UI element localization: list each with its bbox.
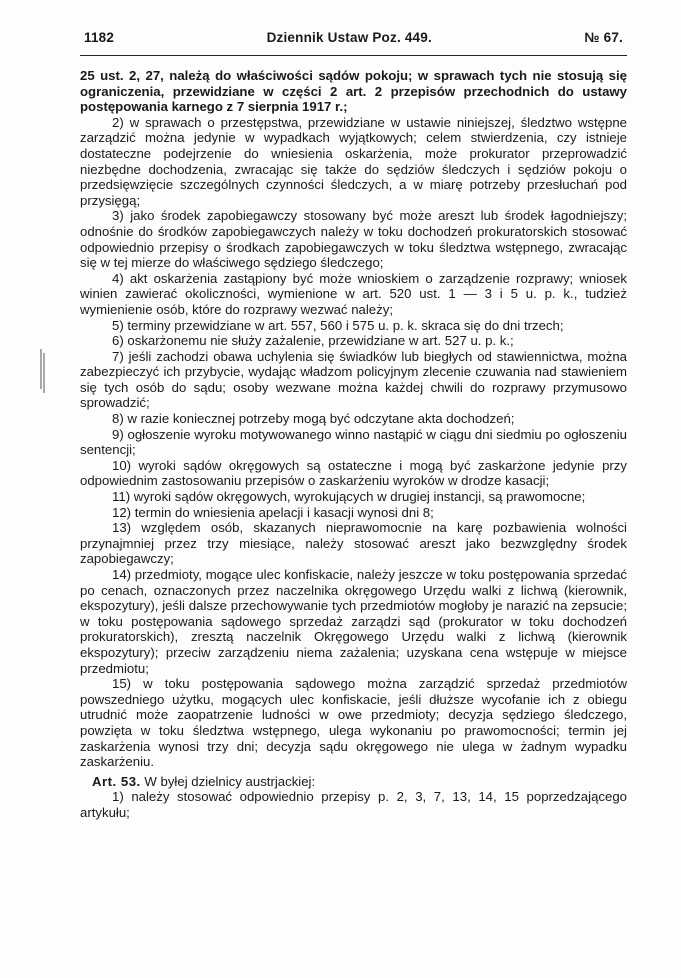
list-item-13: 13) względem osób, skazanych nieprawomocnie na karę pozbawienia wolności przynajmniej przez trzy miesiące, należy stosować areszt jako bezwzględny środek zapobiegawczy;	[80, 520, 627, 567]
list-item-4: 4) akt oskarżenia zastąpiony być może wnioskiem o zarządzenie rozprawy; wniosek winien zawierać okoliczności, wymienione w art. 520 ust. 1 — 3 i 5 u. p. k., tudzież wymienienie osób, które do rozprawy wezwać należy;	[80, 270, 627, 317]
body-text	[80, 68, 627, 821]
list-item-3: 3) jako środek zapobiegawczy stosowany być może areszt lub środek łagodniejszy; odnośnie do środków zapobiegawczych należy w toku dochodzeń prokuratorskich stosować odpowiednio przepisy o środkach zapobiegawczych w toku śledztwa wstępnego, zwracając się w tej mierze do właściwego sędziego śledczego;	[80, 208, 627, 271]
list-item-7: 7) jeśli zachodzi obawa uchylenia się świadków lub biegłych od stawiennictwa, można zabezpieczyć ich przybycie, wydając władzom policyjnym zlecenie czuwania nad stawieniem się tych osób do sądu; osoby wezwane można każdej chwili do rozprawy przymusowo sprowadzić;	[80, 348, 627, 411]
article-53	[80, 774, 627, 790]
list-item-12: 12) termin do wniesienia apelacji i kasacji wynosi dni 8;	[112, 504, 434, 520]
journal-title: Dziennik Ustaw Poz. 449.	[266, 30, 432, 45]
document-page	[80, 30, 627, 821]
paragraph-intro: 25 ust. 2, 27, należą do właściwości sądów pokoju; w sprawach tych nie stosują się ograniczenia, przewidziane w części 2 art. 2 przepisów przechodnich do ustawy postępowania karnego z 7 sierpnia 1917 r.;	[80, 68, 627, 115]
list-item-11: 11) wyroki sądów okręgowych, wyrokujących w drugiej instancji, są prawomocne;	[112, 489, 586, 505]
article-item-1: 1) należy stosować odpowiednio przepisy p. 2, 3, 7, 13, 14, 15 poprzedzającego artykułu;	[80, 789, 627, 820]
list-item-10: 10) wyroki sądów okręgowych są ostateczne i mogą być zaskarżone jedynie przy odpowiednim zastosowaniu przepisów o zaskarżeniu wyroków w drodze kasacji;	[80, 457, 627, 489]
list-item-9: 9) ogłoszenie wyroku motywowanego winno nastąpić w ciągu dni siedmiu po ogłoszeniu sentencji;	[80, 426, 627, 458]
list-item-15: 15) w toku postępowania sądowego można zarządzić sprzedaż przedmiotów powszedniego użytku, mogących ulec konfiskacie, jeśli dłuższe wycofanie ich z obiegu utrudnić może zaopatrzenie ludności w owe przedmioty; decyzja sędziego śledczego, powzięta w toku śledztwa wstępnego, ulega wykonaniu po prawomocności; termin jej zaskarżenia wynosi trzy dni; decyzja sądu okręgowego nie ulega w żadnym wypadku zaskarżeniu.	[80, 676, 627, 770]
issue-number: № 67.	[584, 30, 623, 45]
list-item-5: 5) terminy przewidziane w art. 557, 560 i 575 u. p. k. skraca się do dni trzech;	[112, 317, 564, 333]
page-number: 1182	[84, 30, 115, 45]
margin-pencil-mark	[38, 349, 48, 397]
list-item-8: 8) w razie koniecznej potrzeby mogą być odczytane akta dochodzeń;	[112, 411, 515, 427]
article-intro: W byłej dzielnicy austrjackiej:	[144, 773, 316, 789]
list-item-2: 2) w sprawach o przestępstwa, przewidziane w ustawie niniejszej, śledztwo wstępne zarządzić można jedynie w wypadkach wyjątkowych; celem stwierdzenia, czy istnieje dostateczne podejrzenie do wniesienia oskarżenia, może prokurator przeprowadzić niezbędne dochodzenia, zwracając się także do sędziów śledczych i sędziów pokoju o przedsięwzięcie szczególnych czynności śledczych, a w miarę potrzeby przesłuchań pod przysięgą;	[80, 114, 627, 208]
page-header	[80, 30, 627, 45]
header-rule	[80, 55, 627, 56]
article-label: Art. 53.	[92, 773, 141, 789]
list-item-14: 14) przedmioty, mogące ulec konfiskacie, należy jeszcze w toku postępowania sprzedać po cenach, oznaczonych przez naczelnika okręgowego Urzędu walki z lichwą (kierownik, ekspozytury), jeśli dalsze przechowywanie tych przedmiotów mogłoby je narazić na zepsucie; w toku postępowania sądowego sprzedaż zarządzi sąd (prokurator w toku dochodzeń prokuratorskich), zresztą naczelnik Okręgowego Urzędu walki z lichwą (kierownik ekspozytury); przeciw zarządzeniu niema zażalenia; uzyskana cena wstępuje w miejsce przedmiotu;	[80, 567, 627, 676]
list-item-6: 6) oskarżonemu nie służy zażalenie, przewidziane w art. 527 u. p. k.;	[112, 333, 514, 349]
